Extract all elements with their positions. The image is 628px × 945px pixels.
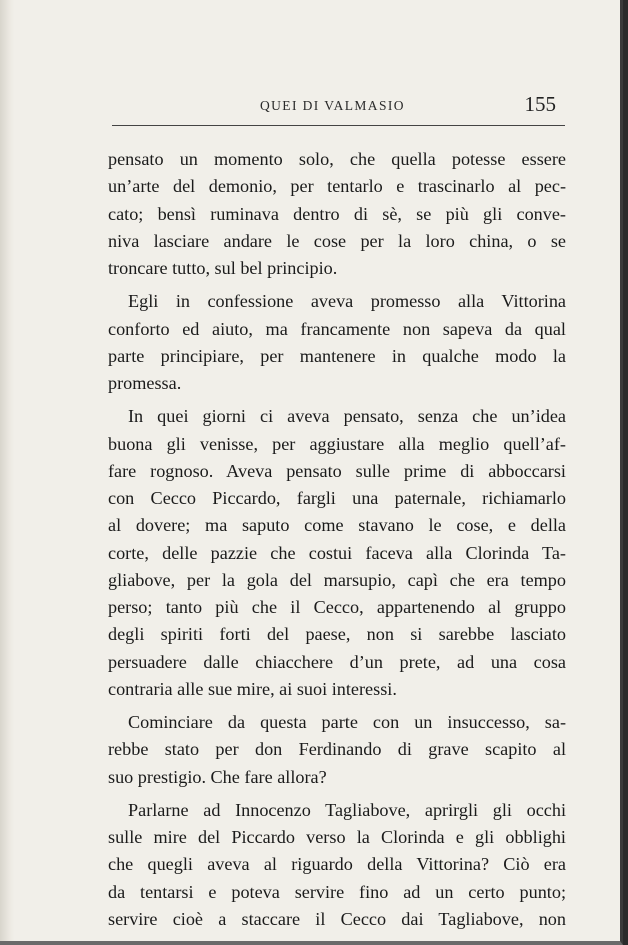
text-line: suo prestigio. Che fare allora? — [108, 766, 327, 787]
text-line: degli spiriti forti del paese, non si sarebbe lasciato — [108, 624, 566, 645]
page-number: 155 — [524, 92, 556, 116]
text-line: buona gli venisse, per aggiustare alla meglio quell’af- — [108, 433, 566, 454]
text-line: sulle mire del Piccardo verso la Clorinda e gli obblighi — [108, 827, 566, 847]
body-text — [108, 146, 566, 933]
paragraph — [108, 403, 566, 703]
text-line: troncare tutto, sul bel principio. — [108, 258, 338, 278]
text-line: niva lasciare andare le cose per la loro china, o se — [108, 230, 566, 251]
text-line: perso; tanto più che il Cecco, appartenendo al gruppo — [108, 597, 566, 617]
running-head — [108, 92, 564, 122]
text-line: Egli in confessione aveva promesso alla Vittorina — [128, 291, 566, 312]
text-line: gliabove, per la gola del marsupio, capì che era tempo — [108, 569, 566, 590]
text-line: Parlarne ad Innocenzo Tagliabove, aprirgli gli occhi — [128, 799, 566, 820]
paragraph — [108, 797, 566, 933]
text-line: conforto ed aiuto, ma francamente non sapeva da qual — [108, 318, 566, 339]
text-line: al dovere; ma saputo come stavano le cose, e della — [108, 515, 566, 536]
text-line: un’arte del demonio, per tentarlo e trascinarlo al pec- — [108, 176, 566, 197]
text-line: servire cioè a staccare il Cecco dai Tagliabove, non — [108, 908, 566, 929]
text-line: cato; bensì ruminava dentro di sè, se più gli conve- — [108, 203, 566, 224]
running-title: QUEI DI VALMASIO — [260, 98, 405, 113]
text-line: pensato un momento solo, che quella potesse essere — [108, 149, 566, 169]
text-line: rebbe stato per don Ferdinando di grave scapito al — [108, 739, 566, 760]
paragraph — [108, 288, 566, 397]
text-line: parte principiare, per mantenere in qualche modo la — [108, 345, 566, 366]
text-line: contraria alle sue mire, ai suoi interessi. — [108, 678, 397, 699]
text-line: In quei giorni ci aveva pensato, senza che un’idea — [128, 406, 566, 427]
text-line: Cominciare da questa parte con un insuccesso, sa- — [128, 712, 566, 732]
text-line: da tentarsi e poteva servire fino ad un certo punto; — [108, 881, 566, 902]
text-line: persuadere dalle chiacchere d’un prete, ad una cosa — [108, 651, 566, 672]
text-line: corte, delle pazzie che costui faceva alla Clorinda Ta- — [108, 542, 566, 563]
paragraph — [108, 709, 566, 791]
text-line: promessa. — [108, 373, 182, 393]
paragraph — [108, 146, 566, 282]
page-spine-shadow — [0, 0, 14, 941]
header-rule — [112, 125, 565, 126]
text-line: che quegli aveva al riguardo della Vittorina? Ciò era — [108, 854, 566, 875]
text-line: fare rognoso. Aveva pensato sulle prime di abboccarsi — [108, 460, 566, 481]
text-line: con Cecco Piccardo, fargli una paternale, richiamarlo — [108, 488, 566, 508]
